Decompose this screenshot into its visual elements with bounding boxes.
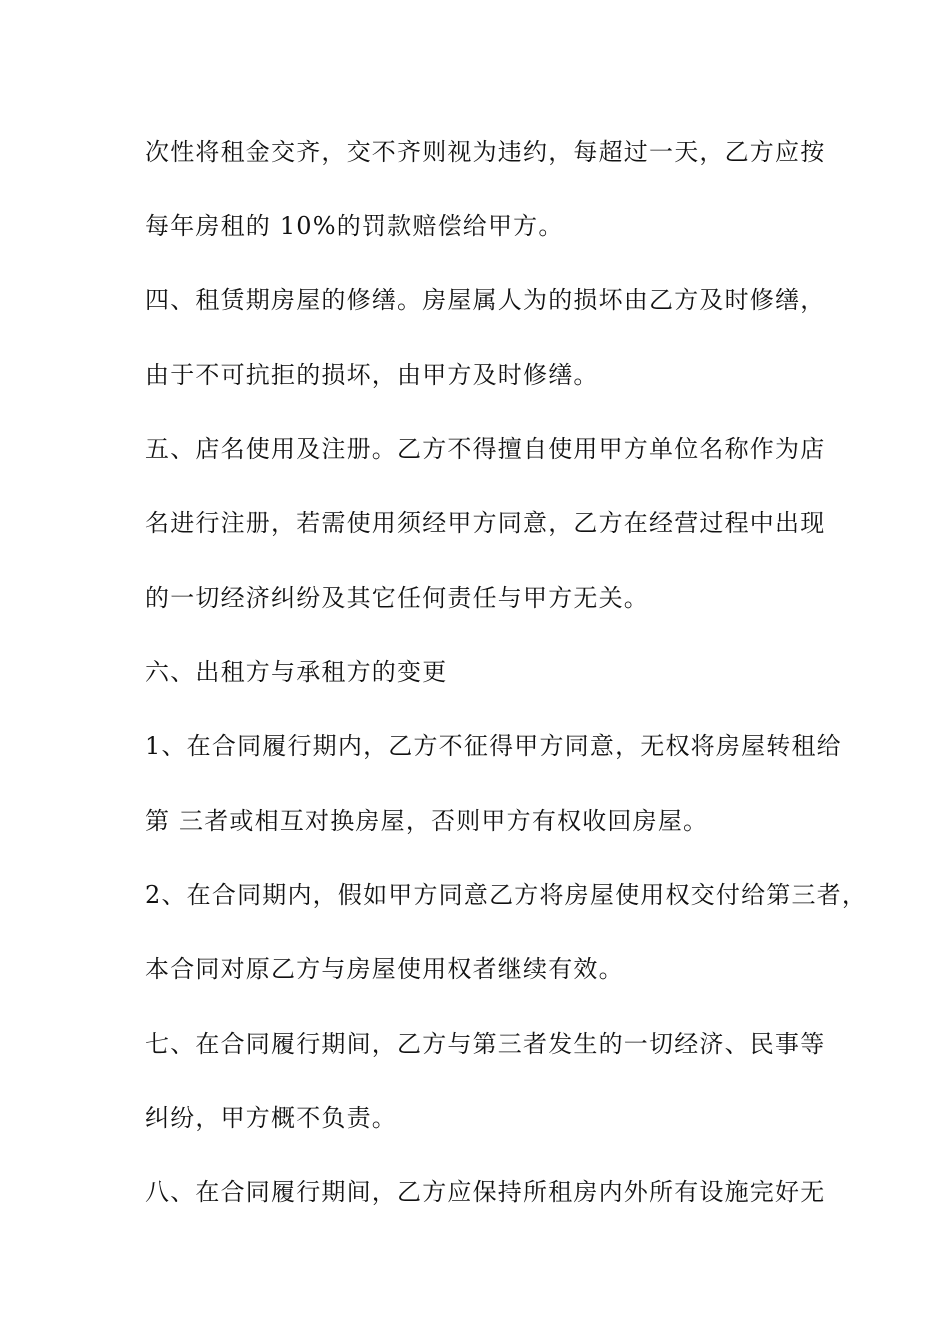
text-line-7: 的一切经济纠纷及其它任何责任与甲方无关。: [145, 584, 649, 612]
text-line-9: 1、在合同履行期内，乙方不征得甲方同意，无权将房屋转租给: [145, 732, 842, 760]
text-line-5: 五、店名使用及注册。乙方不得擅自使用甲方单位名称作为店: [145, 435, 826, 463]
text-line-1: 次性将租金交齐，交不齐则视为违约，每超过一天，乙方应按: [145, 138, 826, 166]
text-line-15: 八、在合同履行期间，乙方应保持所租房内外所有设施完好无: [145, 1178, 826, 1206]
section-heading-six: 六、出租方与承租方的变更: [145, 658, 448, 686]
text-line-13: 七、在合同履行期间，乙方与第三者发生的一切经济、民事等: [145, 1030, 826, 1058]
text-line-4: 由于不可抗拒的损坏，由甲方及时修缮。: [145, 361, 599, 389]
text-line-2: 每年房租的 10%的罚款赔偿给甲方。: [145, 212, 564, 240]
text-line-11: 2、在合同期内，假如甲方同意乙方将房屋使用权交付给第三者，: [145, 881, 868, 909]
text-line-6: 名进行注册，若需使用须经甲方同意，乙方在经营过程中出现: [145, 509, 826, 537]
text-line-10: 第 三者或相互对换房屋，否则甲方有权收回房屋。: [145, 807, 709, 835]
text-line-14: 纠纷，甲方概不负责。: [145, 1104, 397, 1132]
text-line-12: 本合同对原乙方与房屋使用权者继续有效。: [145, 955, 624, 983]
text-line-3: 四、租赁期房屋的修缮。房屋属人为的损坏由乙方及时修缮，: [145, 286, 826, 314]
